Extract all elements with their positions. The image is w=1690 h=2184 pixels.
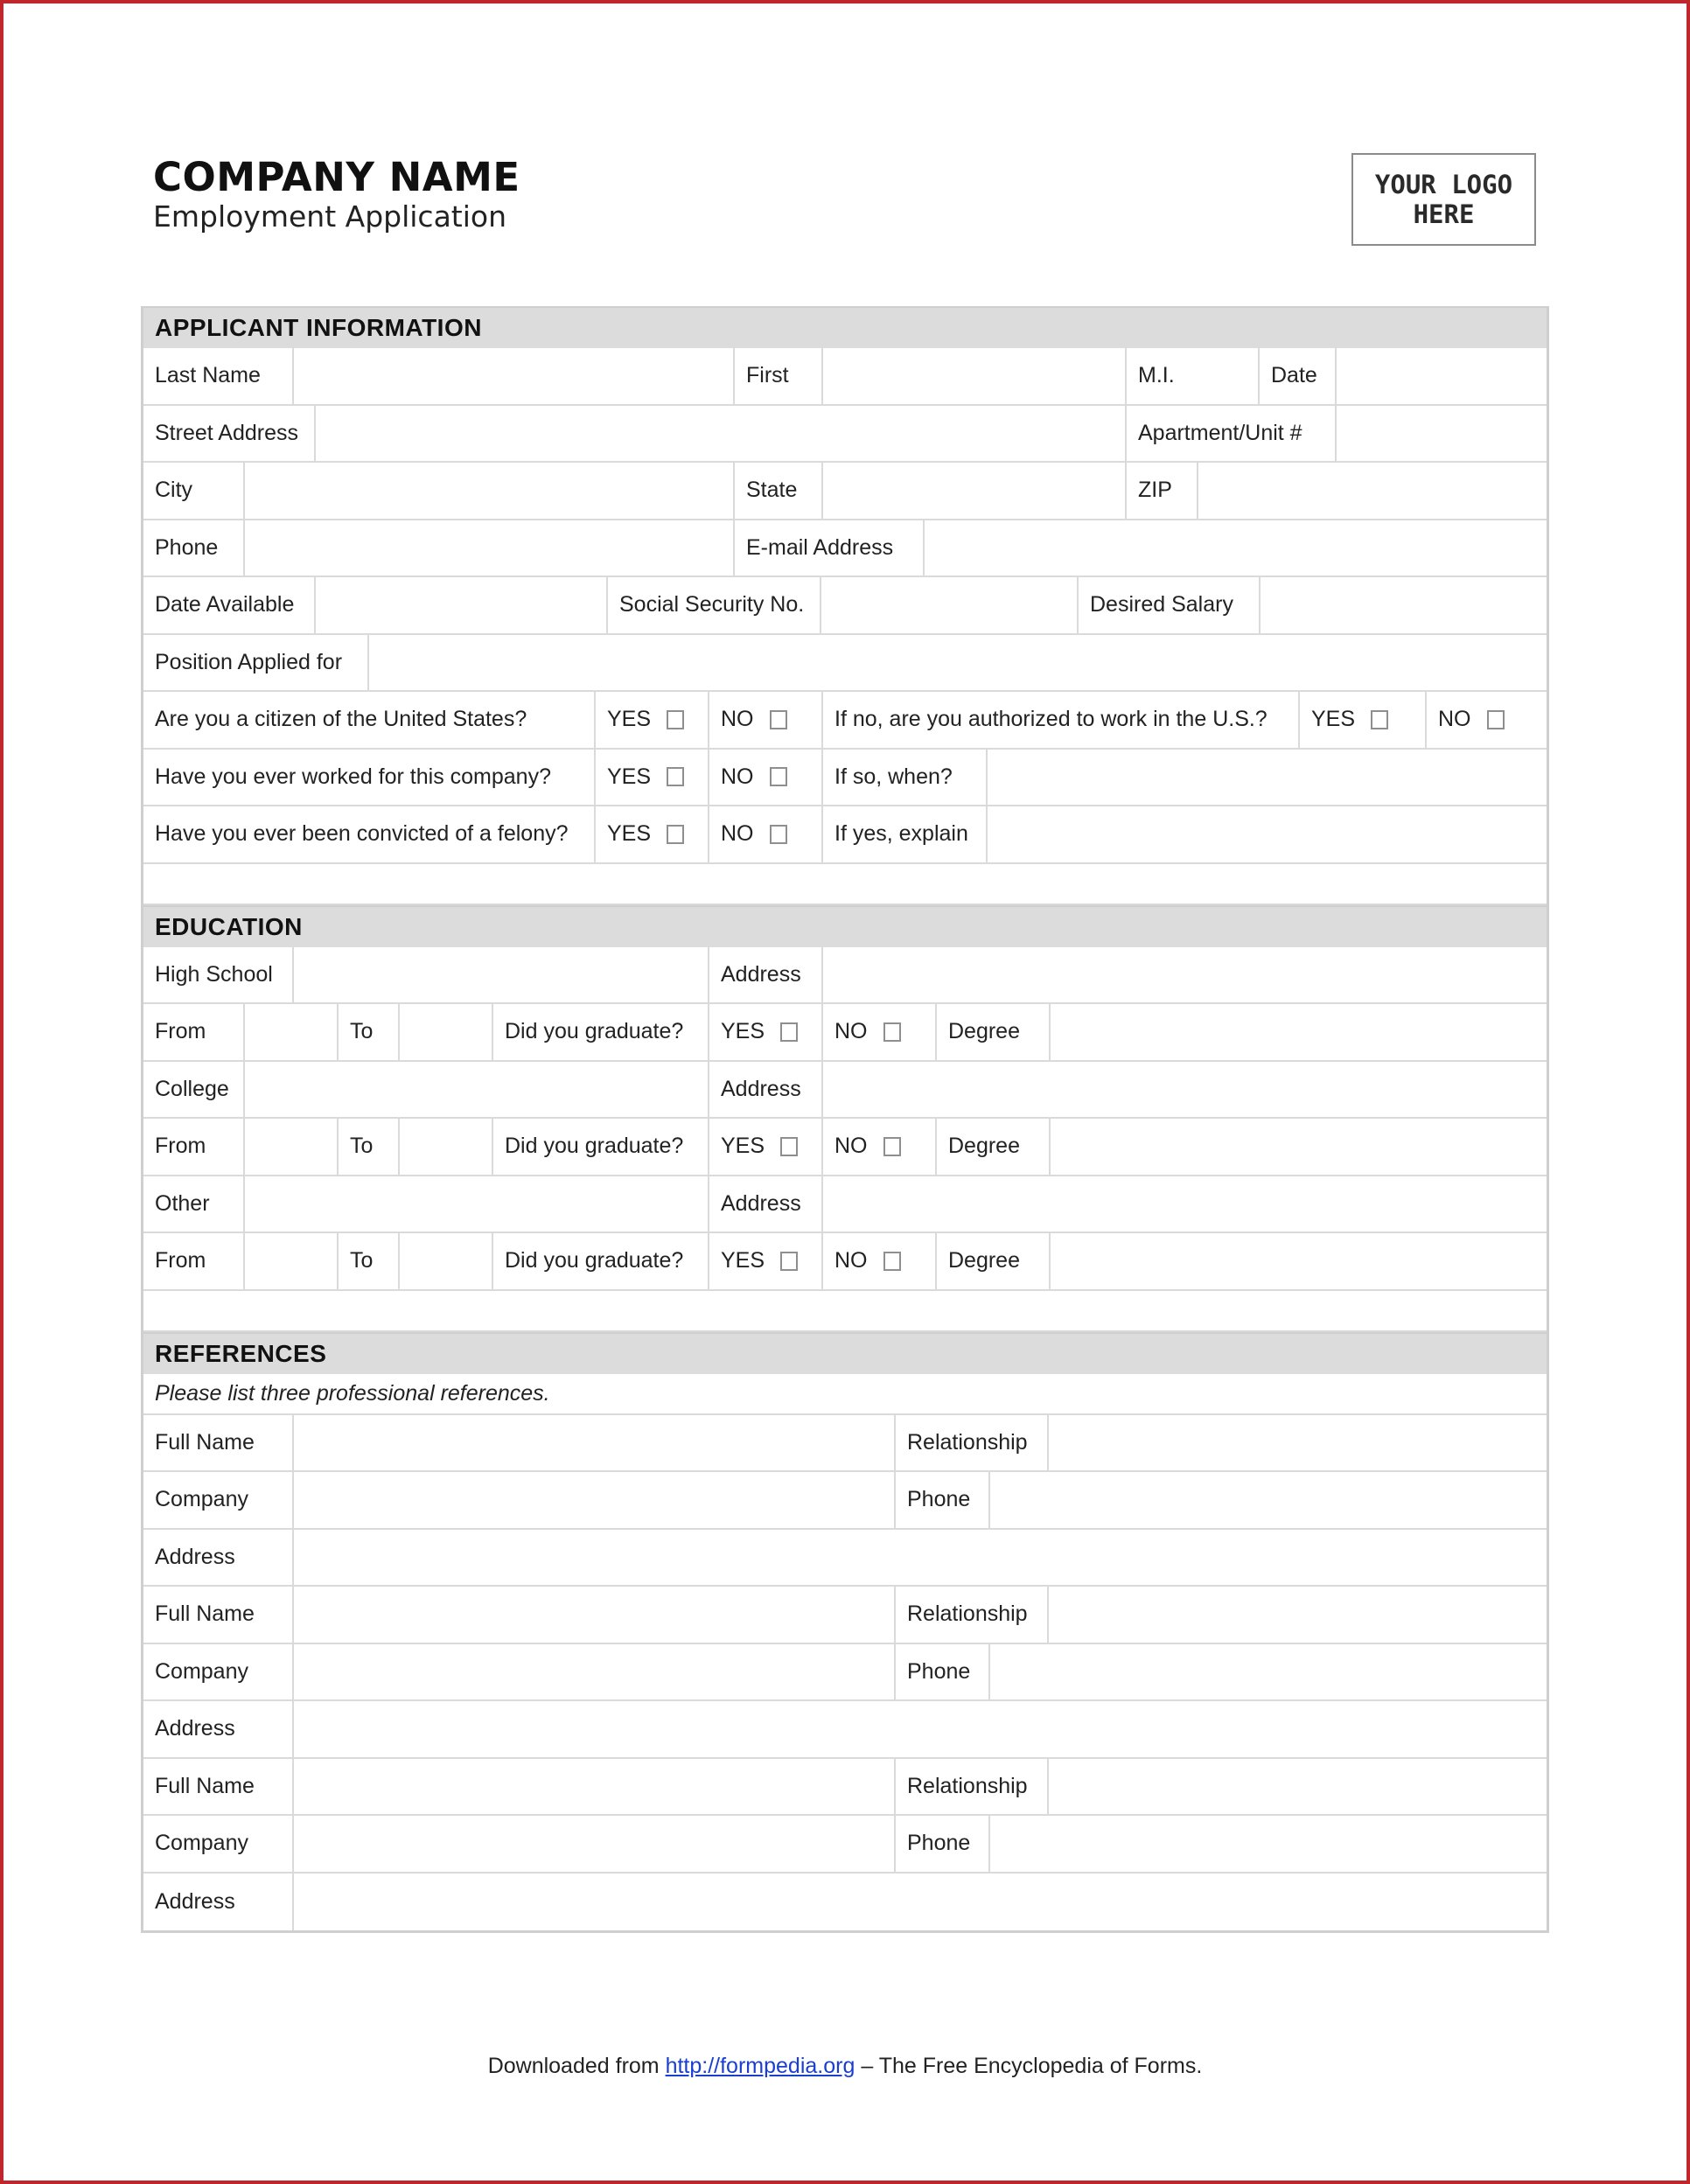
- row-reference-3-name: [143, 1759, 1547, 1817]
- reference-2-address-field[interactable]: [294, 1701, 1547, 1757]
- graduate-yes-option[interactable]: [709, 1004, 823, 1060]
- row-worked-before: [143, 750, 1547, 807]
- row-reference-2-company: [143, 1644, 1547, 1702]
- citizen-question: Are you a citizen of the United States?: [143, 692, 596, 748]
- address-label: Address: [709, 1176, 823, 1232]
- reference-3-company-field[interactable]: [294, 1816, 896, 1872]
- checkbox[interactable]: [883, 1022, 901, 1042]
- relationship-label: Relationship: [896, 1587, 1049, 1643]
- date-field[interactable]: [1337, 348, 1547, 404]
- to-label: To: [339, 1119, 400, 1175]
- reference-2-relationship-field[interactable]: [1049, 1587, 1547, 1643]
- degree-field[interactable]: [1051, 1119, 1547, 1175]
- from-label: From: [143, 1119, 245, 1175]
- other-label: Other: [143, 1176, 245, 1232]
- high-school-address-field[interactable]: [823, 947, 1547, 1003]
- to-field[interactable]: [400, 1004, 493, 1060]
- company-label: Company: [143, 1816, 294, 1872]
- logo-placeholder: [1351, 153, 1536, 246]
- row-other: [143, 1176, 1547, 1234]
- high-school-label: High School: [143, 947, 294, 1003]
- yes-label: YES: [607, 821, 652, 847]
- felony-yes-option[interactable]: [596, 806, 709, 862]
- full-name-label: Full Name: [143, 1587, 294, 1643]
- worked-no-option[interactable]: [709, 750, 823, 806]
- college-address-field[interactable]: [823, 1062, 1547, 1118]
- position-field[interactable]: [369, 635, 1547, 691]
- no-label: NO: [721, 821, 754, 847]
- reference-2-phone-field[interactable]: [990, 1644, 1547, 1700]
- from-field[interactable]: [245, 1233, 339, 1289]
- worked-when-field[interactable]: [988, 750, 1547, 806]
- checkbox[interactable]: [780, 1022, 798, 1042]
- felony-explain-label: If yes, explain: [823, 806, 988, 862]
- street-address-label: Street Address: [143, 406, 316, 462]
- graduate-question: Did you graduate?: [493, 1233, 709, 1289]
- row-position: [143, 635, 1547, 693]
- section-spacer: [143, 1291, 1547, 1332]
- first-name-field[interactable]: [823, 348, 1127, 404]
- zip-field[interactable]: [1198, 463, 1547, 519]
- felony-explain-field[interactable]: [988, 806, 1547, 862]
- row-college-dates: [143, 1119, 1547, 1176]
- street-address-field[interactable]: [316, 406, 1127, 462]
- references-note: Please list three professional references.: [155, 1380, 550, 1406]
- worked-yes-option[interactable]: [596, 750, 709, 806]
- ssn-label: Social Security No.: [608, 577, 821, 633]
- reference-1-name-field[interactable]: [294, 1415, 896, 1471]
- yes-label: YES: [1311, 707, 1356, 732]
- row-city: [143, 463, 1547, 520]
- logo-text: YOUR LOGO HERE: [1374, 170, 1513, 229]
- checkbox[interactable]: [780, 1137, 798, 1156]
- company-label: Company: [143, 1644, 294, 1700]
- reference-2-name-field[interactable]: [294, 1587, 896, 1643]
- reference-1-address-field[interactable]: [294, 1530, 1547, 1586]
- address-label: Address: [143, 1701, 294, 1757]
- graduate-question: Did you graduate?: [493, 1119, 709, 1175]
- apartment-field[interactable]: [1337, 406, 1547, 462]
- footer-prefix: Downloaded from: [487, 2054, 666, 2078]
- phone-field[interactable]: [245, 520, 735, 576]
- checkbox[interactable]: [667, 767, 684, 786]
- section-header-references: REFERENCES: [143, 1332, 1547, 1374]
- date-label: Date: [1260, 348, 1337, 404]
- authorized-yes-option[interactable]: [1300, 692, 1427, 748]
- degree-label: Degree: [937, 1119, 1051, 1175]
- checkbox[interactable]: [1371, 710, 1388, 729]
- last-name-field[interactable]: [294, 348, 735, 404]
- position-label: Position Applied for: [143, 635, 369, 691]
- degree-field[interactable]: [1051, 1233, 1547, 1289]
- company-name: COMPANY NAME: [153, 154, 520, 200]
- phone-label: Phone: [896, 1816, 990, 1872]
- last-name-label: Last Name: [143, 348, 294, 404]
- company-label: Company: [143, 1472, 294, 1528]
- graduate-no-option[interactable]: [823, 1233, 937, 1289]
- to-field[interactable]: [400, 1119, 493, 1175]
- from-field[interactable]: [245, 1004, 339, 1060]
- yes-label: YES: [721, 1248, 765, 1273]
- reference-1-relationship-field[interactable]: [1049, 1415, 1547, 1471]
- yes-label: YES: [721, 1134, 765, 1159]
- checkbox[interactable]: [770, 825, 787, 844]
- reference-3-name-field[interactable]: [294, 1759, 896, 1815]
- row-reference-1-address: [143, 1530, 1547, 1587]
- felony-question: Have you ever been convicted of a felony?: [143, 806, 596, 862]
- row-citizen: [143, 692, 1547, 750]
- relationship-label: Relationship: [896, 1415, 1049, 1471]
- city-label: City: [143, 463, 245, 519]
- checkbox[interactable]: [667, 710, 684, 729]
- desired-salary-field[interactable]: [1261, 577, 1547, 633]
- reference-1-phone-field[interactable]: [990, 1472, 1547, 1528]
- date-available-label: Date Available: [143, 577, 316, 633]
- no-label: NO: [835, 1248, 868, 1273]
- citizen-yes-option[interactable]: [596, 692, 709, 748]
- checkbox[interactable]: [883, 1137, 901, 1156]
- phone-label: Phone: [143, 520, 245, 576]
- row-college: [143, 1062, 1547, 1120]
- row-reference-3-address: [143, 1873, 1547, 1931]
- other-address-field[interactable]: [823, 1176, 1547, 1232]
- address-label: Address: [143, 1530, 294, 1586]
- worked-when-label: If so, when?: [823, 750, 988, 806]
- graduate-no-option[interactable]: [823, 1004, 937, 1060]
- ssn-field[interactable]: [821, 577, 1079, 633]
- email-field[interactable]: [925, 520, 1547, 576]
- reference-2-company-field[interactable]: [294, 1644, 896, 1700]
- row-name: [143, 348, 1547, 406]
- row-reference-1-company: [143, 1472, 1547, 1530]
- felony-no-option[interactable]: [709, 806, 823, 862]
- row-availability: [143, 577, 1547, 635]
- address-label: Address: [709, 947, 823, 1003]
- reference-3-relationship-field[interactable]: [1049, 1759, 1547, 1815]
- to-label: To: [339, 1004, 400, 1060]
- reference-3-phone-field[interactable]: [990, 1816, 1547, 1872]
- state-field[interactable]: [823, 463, 1127, 519]
- no-label: NO: [721, 707, 754, 732]
- reference-3-address-field[interactable]: [294, 1873, 1547, 1931]
- no-label: NO: [721, 764, 754, 789]
- form-subtitle: Employment Application: [153, 199, 507, 234]
- row-phone: [143, 520, 1547, 578]
- section-header-education: EDUCATION: [143, 905, 1547, 947]
- row-reference-3-company: [143, 1816, 1547, 1873]
- city-field[interactable]: [245, 463, 735, 519]
- checkbox[interactable]: [1487, 710, 1505, 729]
- full-name-label: Full Name: [143, 1415, 294, 1471]
- from-label: From: [143, 1233, 245, 1289]
- address-label: Address: [709, 1062, 823, 1118]
- authorized-question: If no, are you authorized to work in the U.S.?: [823, 692, 1300, 748]
- desired-salary-label: Desired Salary: [1079, 577, 1261, 633]
- checkbox[interactable]: [667, 825, 684, 844]
- section-header-applicant: APPLICANT INFORMATION: [143, 306, 1547, 348]
- no-label: NO: [1438, 707, 1471, 732]
- checkbox[interactable]: [770, 710, 787, 729]
- full-name-label: Full Name: [143, 1759, 294, 1815]
- row-felony: [143, 806, 1547, 864]
- email-label: E-mail Address: [735, 520, 925, 576]
- high-school-field[interactable]: [294, 947, 709, 1003]
- row-reference-1-name: [143, 1415, 1547, 1473]
- first-name-label: First: [735, 348, 823, 404]
- footer-suffix: – The Free Encyclopedia of Forms.: [855, 2054, 1203, 2078]
- row-reference-2-address: [143, 1701, 1547, 1759]
- employment-application-form: [141, 306, 1549, 1933]
- citizen-no-option[interactable]: [709, 692, 823, 748]
- state-label: State: [735, 463, 823, 519]
- checkbox[interactable]: [780, 1252, 798, 1271]
- phone-label: Phone: [896, 1472, 990, 1528]
- degree-label: Degree: [937, 1233, 1051, 1289]
- checkbox[interactable]: [770, 767, 787, 786]
- authorized-no-option[interactable]: [1427, 692, 1547, 748]
- relationship-label: Relationship: [896, 1759, 1049, 1815]
- section-spacer: [143, 864, 1547, 905]
- graduate-no-option[interactable]: [823, 1119, 937, 1175]
- phone-label: Phone: [896, 1644, 990, 1700]
- row-other-dates: [143, 1233, 1547, 1291]
- mi-label: M.I.: [1127, 348, 1260, 404]
- date-available-field[interactable]: [316, 577, 608, 633]
- zip-label: ZIP: [1127, 463, 1198, 519]
- graduate-question: Did you graduate?: [493, 1004, 709, 1060]
- yes-label: YES: [607, 764, 652, 789]
- checkbox[interactable]: [883, 1252, 901, 1271]
- yes-label: YES: [607, 707, 652, 732]
- college-field[interactable]: [245, 1062, 709, 1118]
- degree-field[interactable]: [1051, 1004, 1547, 1060]
- row-high-school: [143, 947, 1547, 1005]
- to-field[interactable]: [400, 1233, 493, 1289]
- from-field[interactable]: [245, 1119, 339, 1175]
- address-label: Address: [143, 1873, 294, 1931]
- college-label: College: [143, 1062, 245, 1118]
- graduate-yes-option[interactable]: [709, 1233, 823, 1289]
- other-field[interactable]: [245, 1176, 709, 1232]
- apartment-label: Apartment/Unit #: [1127, 406, 1337, 462]
- row-street: [143, 406, 1547, 464]
- from-label: From: [143, 1004, 245, 1060]
- graduate-yes-option[interactable]: [709, 1119, 823, 1175]
- row-reference-2-name: [143, 1587, 1547, 1644]
- degree-label: Degree: [937, 1004, 1051, 1060]
- yes-label: YES: [721, 1019, 765, 1044]
- no-label: NO: [835, 1134, 868, 1159]
- worked-question: Have you ever worked for this company?: [143, 750, 596, 806]
- footer: [0, 2054, 1690, 2079]
- row-references-note: [143, 1374, 1547, 1415]
- reference-1-company-field[interactable]: [294, 1472, 896, 1528]
- no-label: NO: [835, 1019, 868, 1044]
- to-label: To: [339, 1233, 400, 1289]
- row-high-school-dates: [143, 1004, 1547, 1062]
- formpedia-link[interactable]: http://formpedia.org: [665, 2054, 855, 2078]
